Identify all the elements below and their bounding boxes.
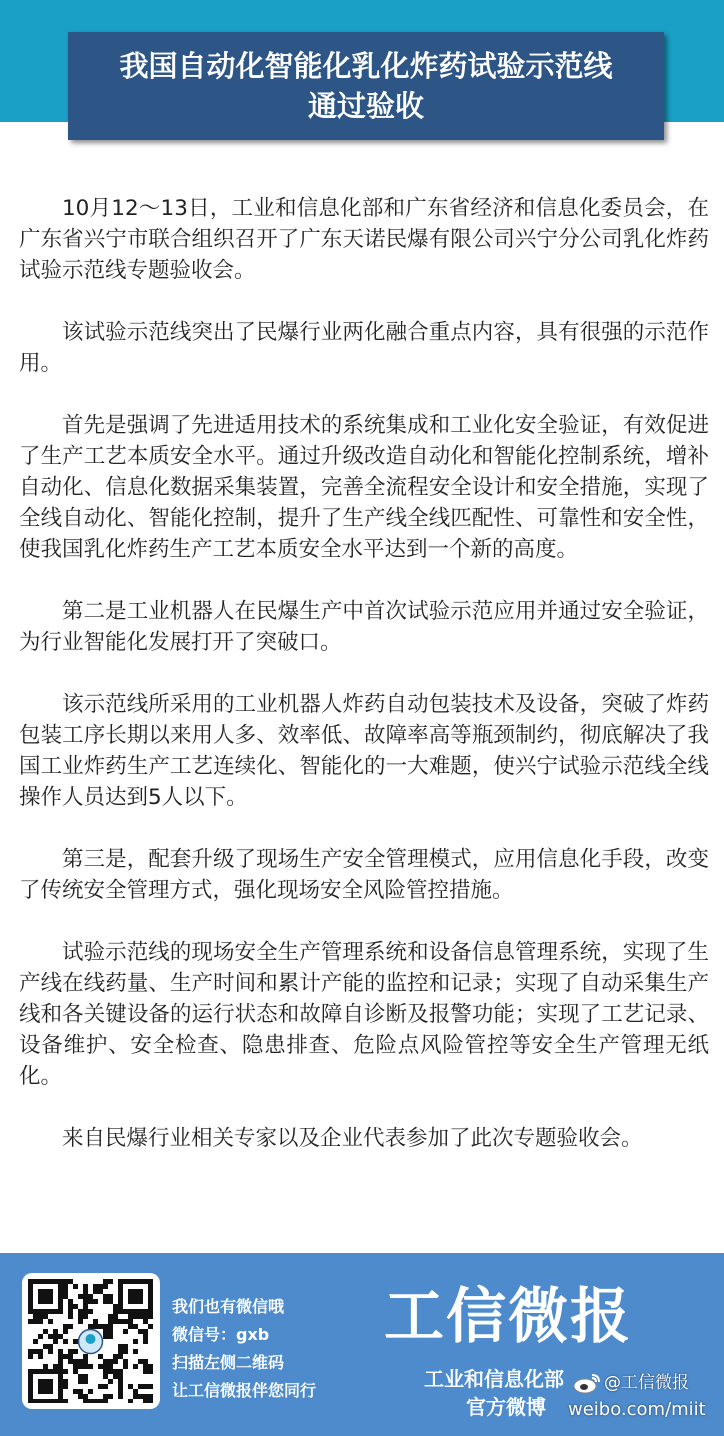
qr-module bbox=[63, 1279, 68, 1284]
qr-module bbox=[78, 1319, 83, 1324]
qr-module bbox=[58, 1354, 63, 1359]
article-paragraph: 试验示范线的现场安全生产管理系统和设备信息管理系统，实现了生产线在线药量、生产时间和累计产能的监控和记录；实现了自动采集生产线和各关键设备的运行状态和故障自诊断及报警功能；实现了工艺记录、设备维护、安全检查、隐患排查、危险点风险管控等安全生产管理无纸化。 bbox=[19, 940, 709, 1089]
qr-module bbox=[38, 1349, 43, 1354]
qr-module bbox=[113, 1314, 118, 1319]
wechat-line: 让工信微报伴您同行 bbox=[172, 1381, 317, 1400]
qr-module bbox=[68, 1354, 73, 1359]
qr-module bbox=[133, 1389, 138, 1394]
qr-module bbox=[83, 1294, 88, 1299]
qr-module bbox=[68, 1349, 73, 1354]
qr-module bbox=[73, 1359, 78, 1364]
qr-module bbox=[78, 1374, 83, 1379]
qr-module bbox=[33, 1349, 38, 1354]
qr-module bbox=[63, 1369, 68, 1374]
qr-module bbox=[103, 1364, 108, 1369]
wechat-info bbox=[172, 1293, 316, 1405]
qr-finder-core bbox=[38, 1379, 53, 1394]
qr-module bbox=[138, 1384, 143, 1389]
qr-module bbox=[28, 1349, 33, 1354]
qr-module bbox=[58, 1359, 63, 1364]
qr-module bbox=[93, 1289, 98, 1294]
qr-module bbox=[83, 1299, 88, 1304]
qr-module bbox=[103, 1359, 108, 1364]
qr-finder-core bbox=[128, 1289, 143, 1304]
qr-module bbox=[28, 1319, 33, 1324]
qr-module bbox=[83, 1364, 88, 1369]
qr-code-graphic bbox=[28, 1279, 154, 1403]
qr-module bbox=[38, 1319, 43, 1324]
qr-module bbox=[78, 1394, 83, 1399]
qr-module bbox=[118, 1349, 123, 1354]
qr-module bbox=[103, 1284, 108, 1289]
qr-module bbox=[93, 1324, 98, 1329]
weibo-url: weibo.com/miit bbox=[568, 1399, 706, 1420]
qr-module bbox=[103, 1294, 108, 1299]
qr-module bbox=[43, 1314, 48, 1319]
qr-module bbox=[63, 1399, 68, 1403]
qr-module bbox=[128, 1314, 133, 1319]
weibo-watermark bbox=[572, 1372, 689, 1394]
qr-module bbox=[118, 1319, 123, 1324]
qr-module bbox=[108, 1314, 113, 1319]
qr-module bbox=[113, 1359, 118, 1364]
qr-mascot-face bbox=[86, 1334, 96, 1344]
qr-module bbox=[108, 1379, 113, 1384]
qr-module bbox=[93, 1284, 98, 1289]
qr-module bbox=[78, 1359, 83, 1364]
qr-module bbox=[33, 1339, 38, 1344]
qr-module bbox=[108, 1334, 113, 1339]
qr-module bbox=[48, 1344, 53, 1349]
qr-module bbox=[123, 1319, 128, 1324]
qr-module bbox=[133, 1394, 138, 1399]
qr-module bbox=[48, 1334, 53, 1339]
qr-module bbox=[63, 1329, 68, 1334]
qr-module bbox=[143, 1329, 148, 1334]
qr-module bbox=[118, 1379, 123, 1384]
footer-banner bbox=[0, 1253, 724, 1436]
qr-module bbox=[68, 1279, 73, 1284]
qr-module bbox=[78, 1314, 83, 1319]
qr-module bbox=[143, 1339, 148, 1344]
qr-module bbox=[38, 1354, 43, 1359]
weibo-logo-icon bbox=[572, 1372, 602, 1394]
qr-module bbox=[138, 1314, 143, 1319]
qr-module bbox=[138, 1394, 143, 1399]
qr-module bbox=[83, 1394, 88, 1399]
qr-module bbox=[53, 1329, 58, 1334]
qr-module bbox=[78, 1379, 83, 1384]
qr-module bbox=[133, 1349, 138, 1354]
qr-module bbox=[103, 1369, 108, 1374]
qr-module bbox=[123, 1359, 128, 1364]
qr-module bbox=[118, 1369, 123, 1374]
qr-module bbox=[128, 1319, 133, 1324]
qr-module bbox=[123, 1344, 128, 1349]
article-body bbox=[19, 193, 709, 1185]
qr-module bbox=[123, 1329, 128, 1334]
qr-module bbox=[83, 1289, 88, 1294]
qr-module bbox=[143, 1319, 148, 1324]
qr-module bbox=[73, 1369, 78, 1374]
qr-module bbox=[98, 1384, 103, 1389]
qr-module bbox=[133, 1339, 138, 1344]
qr-module bbox=[118, 1384, 123, 1389]
article-paragraph: 第三是，配套升级了现场生产安全管理模式，应用信息化手段，改变了传统安全管理方式，强化现场安全风险管控措施。 bbox=[19, 847, 709, 903]
qr-module bbox=[118, 1344, 123, 1349]
qr-module bbox=[143, 1364, 148, 1369]
qr-module bbox=[108, 1369, 113, 1374]
qr-module bbox=[103, 1299, 108, 1304]
qr-module bbox=[63, 1284, 68, 1289]
qr-module bbox=[113, 1354, 118, 1359]
qr-module bbox=[108, 1294, 113, 1299]
qr-module bbox=[103, 1384, 108, 1389]
qr-module bbox=[83, 1354, 88, 1359]
qr-module bbox=[148, 1384, 153, 1389]
qr-module bbox=[78, 1389, 83, 1394]
qr-module bbox=[108, 1329, 113, 1334]
qr-module bbox=[73, 1389, 78, 1394]
qr-module bbox=[93, 1319, 98, 1324]
article-paragraph: 第二是工业机器人在民爆生产中首次试验示范应用并通过安全验证，为行业智能化发展打开了突破口。 bbox=[19, 599, 709, 655]
qr-module bbox=[68, 1309, 73, 1314]
headline-line-2: 通过验收 bbox=[307, 89, 424, 123]
qr-module bbox=[108, 1394, 113, 1399]
qr-module bbox=[108, 1279, 113, 1284]
weibo-handle: @工信微报 bbox=[604, 1373, 689, 1393]
qr-module bbox=[63, 1384, 68, 1389]
qr-module bbox=[148, 1364, 153, 1369]
qr-module bbox=[143, 1369, 148, 1374]
qr-module bbox=[118, 1354, 123, 1359]
headline-box bbox=[68, 32, 664, 140]
qr-module bbox=[88, 1364, 93, 1369]
qr-module bbox=[58, 1334, 63, 1339]
wechat-line: 微信号：gxb bbox=[172, 1325, 270, 1344]
qr-module bbox=[118, 1389, 123, 1394]
qr-module bbox=[68, 1304, 73, 1309]
qr-module bbox=[73, 1339, 78, 1344]
qr-module bbox=[103, 1324, 108, 1329]
qr-module bbox=[68, 1359, 73, 1364]
qr-module bbox=[78, 1294, 83, 1299]
wechat-line: 我们也有微信哦 bbox=[172, 1297, 285, 1316]
qr-module bbox=[143, 1384, 148, 1389]
qr-module bbox=[118, 1374, 123, 1379]
qr-code-icon bbox=[22, 1273, 160, 1409]
qr-module bbox=[68, 1314, 73, 1319]
qr-module bbox=[98, 1324, 103, 1329]
qr-module bbox=[128, 1384, 133, 1389]
qr-module bbox=[148, 1314, 153, 1319]
qr-module bbox=[113, 1319, 118, 1324]
headline-line-1: 我国自动化智能化乳化炸药试验示范线 bbox=[119, 49, 613, 83]
qr-module bbox=[103, 1279, 108, 1284]
qr-module bbox=[108, 1359, 113, 1364]
article-paragraph: 该试验示范线突出了民爆行业两化融合重点内容，具有很强的示范作用。 bbox=[19, 320, 709, 376]
qr-module bbox=[88, 1309, 93, 1314]
qr-module bbox=[48, 1349, 53, 1354]
qr-module bbox=[83, 1379, 88, 1384]
qr-module bbox=[148, 1324, 153, 1329]
qr-module bbox=[73, 1364, 78, 1369]
qr-module bbox=[53, 1339, 58, 1344]
qr-module bbox=[103, 1334, 108, 1339]
qr-module bbox=[73, 1284, 78, 1289]
article-paragraph: 首先是强调了先进适用技术的系统集成和工业化安全验证，有效促进了生产工艺本质安全水平。通过升级改造自动化和智能化控制系统，增补自动化、信息化数据采集装置，完善全流程安全设计和安全措施，实现了全线自动化、智能化控制，提升了生产线全线匹配性、可靠性和安全性，使我国乳化炸药生产工艺本质安全水平达到一个新的高度。 bbox=[19, 413, 709, 562]
qr-module bbox=[138, 1329, 143, 1334]
qr-module bbox=[113, 1304, 118, 1309]
qr-module bbox=[53, 1334, 58, 1339]
qr-module bbox=[133, 1314, 138, 1319]
qr-module bbox=[143, 1399, 148, 1403]
qr-module bbox=[78, 1309, 83, 1314]
qr-module bbox=[68, 1299, 73, 1304]
qr-module bbox=[93, 1299, 98, 1304]
qr-module bbox=[148, 1394, 153, 1399]
qr-module bbox=[83, 1374, 88, 1379]
qr-module bbox=[43, 1344, 48, 1349]
article-paragraph: 10月12～13日，工业和信息化部和广东省经济和信息化委员会，在广东省兴宁市联合组织召开了广东天诺民爆有限公司兴宁分公司乳化炸药试验示范线专题验收会。 bbox=[19, 196, 709, 283]
wechat-line: 扫描左侧二维码 bbox=[172, 1353, 285, 1372]
qr-module bbox=[133, 1324, 138, 1329]
qr-module bbox=[38, 1314, 43, 1319]
qr-module bbox=[103, 1374, 108, 1379]
qr-module bbox=[48, 1319, 53, 1324]
qr-module bbox=[83, 1359, 88, 1364]
qr-module bbox=[123, 1349, 128, 1354]
qr-module bbox=[63, 1294, 68, 1299]
qr-module bbox=[83, 1314, 88, 1319]
qr-module bbox=[118, 1394, 123, 1399]
qr-module bbox=[28, 1354, 33, 1359]
qr-module bbox=[103, 1394, 108, 1399]
qr-module bbox=[78, 1364, 83, 1369]
qr-module bbox=[143, 1359, 148, 1364]
qr-module bbox=[83, 1284, 88, 1289]
qr-module bbox=[138, 1359, 143, 1364]
qr-module bbox=[103, 1329, 108, 1334]
qr-module bbox=[128, 1399, 133, 1403]
qr-module bbox=[98, 1399, 103, 1403]
ministry-name: 工业和信息化部 bbox=[424, 1367, 564, 1391]
qr-module bbox=[73, 1349, 78, 1354]
qr-module bbox=[113, 1374, 118, 1379]
qr-module bbox=[113, 1309, 118, 1314]
qr-module bbox=[108, 1364, 113, 1369]
qr-module bbox=[93, 1399, 98, 1403]
qr-module bbox=[58, 1349, 63, 1354]
qr-module bbox=[108, 1319, 113, 1324]
qr-module bbox=[63, 1324, 68, 1329]
official-weibo-label: 官方微博 bbox=[466, 1395, 546, 1419]
qr-module bbox=[38, 1334, 43, 1339]
qr-module bbox=[68, 1324, 73, 1329]
qr-finder-core bbox=[38, 1289, 53, 1304]
qr-module bbox=[98, 1289, 103, 1294]
qr-module bbox=[33, 1314, 38, 1319]
qr-module bbox=[63, 1289, 68, 1294]
qr-module bbox=[133, 1364, 138, 1369]
article-paragraph: 来自民爆行业相关专家以及企业代表参加了此次专题验收会。 bbox=[62, 1126, 643, 1151]
qr-module bbox=[88, 1324, 93, 1329]
qr-module bbox=[58, 1364, 63, 1369]
qr-module bbox=[113, 1369, 118, 1374]
qr-module bbox=[98, 1354, 103, 1359]
qr-module bbox=[88, 1399, 93, 1403]
qr-module bbox=[108, 1299, 113, 1304]
qr-module bbox=[143, 1334, 148, 1339]
qr-module bbox=[83, 1309, 88, 1314]
qr-module bbox=[88, 1299, 93, 1304]
qr-module bbox=[63, 1339, 68, 1344]
qr-module bbox=[148, 1399, 153, 1403]
qr-module bbox=[83, 1399, 88, 1403]
qr-module bbox=[98, 1364, 103, 1369]
qr-module bbox=[53, 1364, 58, 1369]
qr-module bbox=[83, 1304, 88, 1309]
qr-module bbox=[88, 1389, 93, 1394]
qr-module bbox=[63, 1354, 68, 1359]
qr-module bbox=[63, 1379, 68, 1384]
article-paragraph: 该示范线所采用的工业机器人炸药自动包装技术及设备，突破了炸药包装工序长期以来用人多、效率低、故障率高等瓶颈制约，彻底解决了我国工业炸药生产工艺连续化、智能化的一大难题，使兴宁试验示范线全线操作人员达到5人以下。 bbox=[19, 692, 709, 810]
qr-module bbox=[143, 1314, 148, 1319]
qr-module bbox=[73, 1304, 78, 1309]
qr-module bbox=[43, 1364, 48, 1369]
qr-module bbox=[128, 1324, 133, 1329]
qr-module bbox=[33, 1319, 38, 1324]
qr-module bbox=[143, 1394, 148, 1399]
qr-module bbox=[108, 1324, 113, 1329]
qr-module bbox=[98, 1284, 103, 1289]
qr-module bbox=[148, 1369, 153, 1374]
qr-module bbox=[103, 1399, 108, 1403]
qr-module bbox=[43, 1329, 48, 1334]
qr-module bbox=[88, 1294, 93, 1299]
brand-title: 工信微报 bbox=[384, 1282, 632, 1352]
qr-module bbox=[123, 1364, 128, 1369]
